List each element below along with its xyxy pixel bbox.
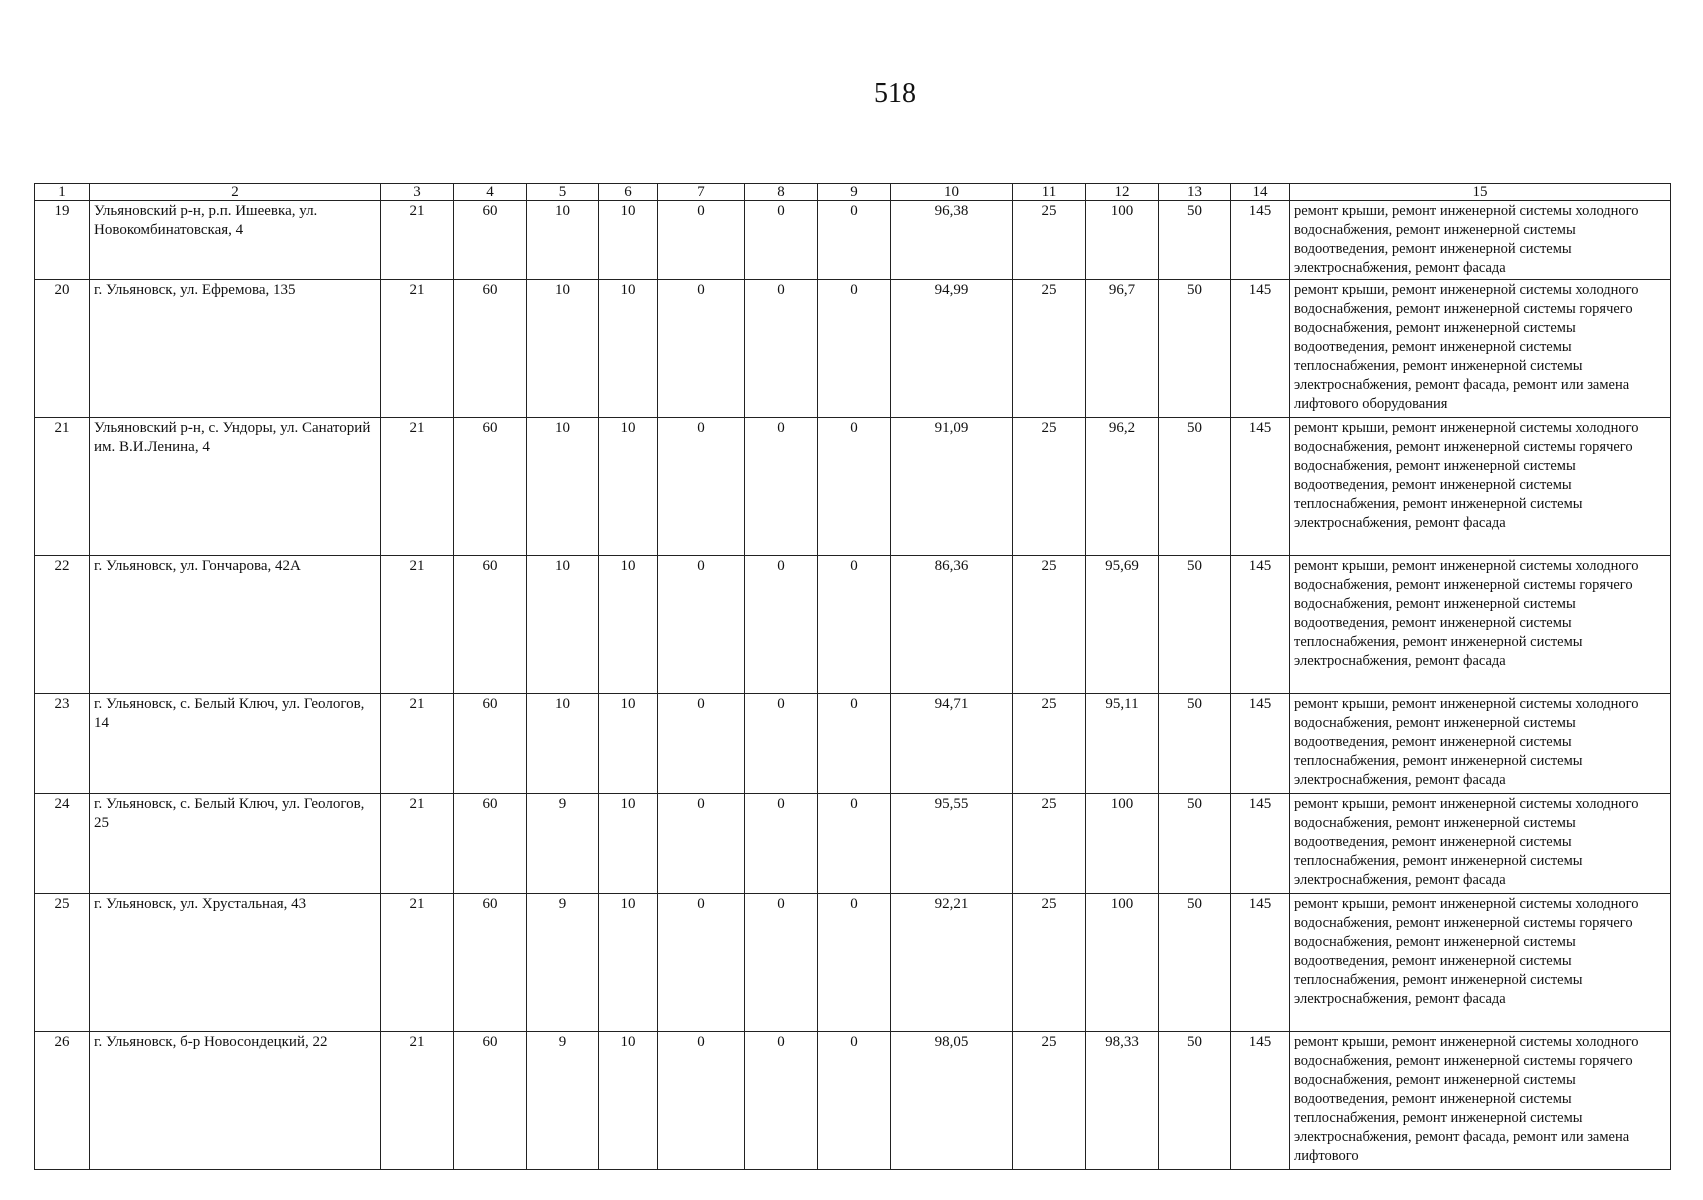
column-number: 11 [1013, 184, 1086, 201]
value-cell: 94,99 [891, 280, 1013, 418]
row-number: 19 [35, 201, 90, 280]
value-cell: 0 [818, 201, 891, 280]
value-cell: 21 [381, 794, 454, 894]
value-cell: 0 [658, 418, 745, 556]
value-cell: 96,2 [1086, 418, 1159, 556]
value-cell: 0 [745, 201, 818, 280]
value-cell: 50 [1159, 418, 1231, 556]
value-cell: 10 [599, 894, 658, 1032]
table-row [35, 556, 1671, 694]
value-cell: 50 [1159, 894, 1231, 1032]
value-cell: 0 [745, 418, 818, 556]
page-number: 518 [874, 78, 916, 109]
value-cell: 0 [658, 694, 745, 794]
table-row [35, 280, 1671, 418]
value-cell: 145 [1231, 556, 1290, 694]
column-number: 5 [527, 184, 599, 201]
value-cell: 95,69 [1086, 556, 1159, 694]
value-cell: 100 [1086, 794, 1159, 894]
works-cell: ремонт крыши, ремонт инженерной системы холодного водоснабжения, ремонт инженерной системы горячего водоснабжения, ремонт инженерной системы водоотведения, ремонт инженерной системы теплоснабжения, ремонт инженерной системы электроснабжения, ремонт фасада, ремонт или замена лифтового [1290, 1032, 1671, 1170]
value-cell: 0 [658, 894, 745, 1032]
table-row [35, 201, 1671, 280]
table-row [35, 1032, 1671, 1170]
value-cell: 25 [1013, 894, 1086, 1032]
value-cell: 60 [454, 894, 527, 1032]
column-number: 10 [891, 184, 1013, 201]
table-body [35, 201, 1671, 1170]
value-cell: 60 [454, 556, 527, 694]
value-cell: 96,38 [891, 201, 1013, 280]
row-number: 26 [35, 1032, 90, 1170]
address-cell: Ульяновский р-н, с. Ундоры, ул. Санаторий им. В.И.Ленина, 4 [90, 418, 381, 556]
value-cell: 50 [1159, 794, 1231, 894]
row-number: 20 [35, 280, 90, 418]
column-number: 14 [1231, 184, 1290, 201]
value-cell: 25 [1013, 280, 1086, 418]
value-cell: 0 [658, 280, 745, 418]
value-cell: 60 [454, 418, 527, 556]
value-cell: 145 [1231, 201, 1290, 280]
value-cell: 0 [818, 418, 891, 556]
value-cell: 145 [1231, 894, 1290, 1032]
value-cell: 9 [527, 1032, 599, 1170]
value-cell: 60 [454, 280, 527, 418]
value-cell: 60 [454, 694, 527, 794]
value-cell: 50 [1159, 201, 1231, 280]
works-cell: ремонт крыши, ремонт инженерной системы холодного водоснабжения, ремонт инженерной системы водоотведения, ремонт инженерной системы теплоснабжения, ремонт инженерной системы электроснабжения, ремонт фасада [1290, 694, 1671, 794]
value-cell: 10 [599, 201, 658, 280]
value-cell: 21 [381, 694, 454, 794]
works-cell: ремонт крыши, ремонт инженерной системы холодного водоснабжения, ремонт инженерной системы горячего водоснабжения, ремонт инженерной системы водоотведения, ремонт инженерной системы теплоснабжения, ремонт инженерной системы электроснабжения, ремонт фасада [1290, 556, 1671, 694]
row-number: 23 [35, 694, 90, 794]
works-cell: ремонт крыши, ремонт инженерной системы холодного водоснабжения, ремонт инженерной системы горячего водоснабжения, ремонт инженерной системы водоотведения, ремонт инженерной системы теплоснабжения, ремонт инженерной системы электроснабжения, ремонт фасада [1290, 418, 1671, 556]
value-cell: 9 [527, 794, 599, 894]
value-cell: 145 [1231, 418, 1290, 556]
address-cell: г. Ульяновск, с. Белый Ключ, ул. Геологов, 25 [90, 794, 381, 894]
value-cell: 0 [818, 694, 891, 794]
column-number-row [35, 184, 1671, 201]
value-cell: 10 [599, 418, 658, 556]
register-table [34, 183, 1671, 1170]
table-row [35, 894, 1671, 1032]
column-number: 6 [599, 184, 658, 201]
address-cell: г. Ульяновск, ул. Ефремова, 135 [90, 280, 381, 418]
value-cell: 100 [1086, 201, 1159, 280]
value-cell: 0 [818, 556, 891, 694]
value-cell: 95,11 [1086, 694, 1159, 794]
value-cell: 60 [454, 794, 527, 894]
column-number: 7 [658, 184, 745, 201]
column-number: 9 [818, 184, 891, 201]
value-cell: 0 [658, 201, 745, 280]
value-cell: 50 [1159, 556, 1231, 694]
value-cell: 50 [1159, 280, 1231, 418]
table-row [35, 694, 1671, 794]
value-cell: 145 [1231, 280, 1290, 418]
value-cell: 98,33 [1086, 1032, 1159, 1170]
column-number: 15 [1290, 184, 1671, 201]
row-number: 22 [35, 556, 90, 694]
value-cell: 10 [599, 556, 658, 694]
value-cell: 21 [381, 556, 454, 694]
value-cell: 96,7 [1086, 280, 1159, 418]
value-cell: 0 [818, 1032, 891, 1170]
works-cell: ремонт крыши, ремонт инженерной системы холодного водоснабжения, ремонт инженерной системы водоотведения, ремонт инженерной системы электроснабжения, ремонт фасада [1290, 201, 1671, 280]
works-cell: ремонт крыши, ремонт инженерной системы холодного водоснабжения, ремонт инженерной системы горячего водоснабжения, ремонт инженерной системы водоотведения, ремонт инженерной системы теплоснабжения, ремонт инженерной системы электроснабжения, ремонт фасада, ремонт или замена лифтового оборудования [1290, 280, 1671, 418]
row-number: 24 [35, 794, 90, 894]
value-cell: 145 [1231, 694, 1290, 794]
row-number: 21 [35, 418, 90, 556]
works-cell: ремонт крыши, ремонт инженерной системы холодного водоснабжения, ремонт инженерной системы водоотведения, ремонт инженерной системы теплоснабжения, ремонт инженерной системы электроснабжения, ремонт фасада [1290, 794, 1671, 894]
value-cell: 25 [1013, 694, 1086, 794]
value-cell: 10 [527, 201, 599, 280]
value-cell: 86,36 [891, 556, 1013, 694]
value-cell: 145 [1231, 794, 1290, 894]
value-cell: 0 [658, 556, 745, 694]
value-cell: 91,09 [891, 418, 1013, 556]
value-cell: 21 [381, 1032, 454, 1170]
value-cell: 0 [818, 894, 891, 1032]
value-cell: 25 [1013, 418, 1086, 556]
value-cell: 92,21 [891, 894, 1013, 1032]
value-cell: 21 [381, 280, 454, 418]
works-cell: ремонт крыши, ремонт инженерной системы холодного водоснабжения, ремонт инженерной системы горячего водоснабжения, ремонт инженерной системы водоотведения, ремонт инженерной системы теплоснабжения, ремонт инженерной системы электроснабжения, ремонт фасада [1290, 894, 1671, 1032]
value-cell: 50 [1159, 1032, 1231, 1170]
value-cell: 10 [599, 1032, 658, 1170]
value-cell: 60 [454, 201, 527, 280]
value-cell: 0 [818, 280, 891, 418]
value-cell: 25 [1013, 201, 1086, 280]
value-cell: 25 [1013, 556, 1086, 694]
column-number: 3 [381, 184, 454, 201]
value-cell: 10 [599, 280, 658, 418]
value-cell: 145 [1231, 1032, 1290, 1170]
value-cell: 10 [527, 556, 599, 694]
value-cell: 10 [599, 694, 658, 794]
value-cell: 50 [1159, 694, 1231, 794]
column-number: 4 [454, 184, 527, 201]
value-cell: 9 [527, 894, 599, 1032]
column-number: 12 [1086, 184, 1159, 201]
value-cell: 0 [658, 794, 745, 894]
value-cell: 21 [381, 201, 454, 280]
value-cell: 98,05 [891, 1032, 1013, 1170]
column-number: 1 [35, 184, 90, 201]
column-number: 2 [90, 184, 381, 201]
value-cell: 95,55 [891, 794, 1013, 894]
value-cell: 0 [658, 1032, 745, 1170]
table-row [35, 794, 1671, 894]
column-number: 13 [1159, 184, 1231, 201]
value-cell: 21 [381, 894, 454, 1032]
value-cell: 0 [818, 794, 891, 894]
value-cell: 10 [527, 694, 599, 794]
value-cell: 0 [745, 794, 818, 894]
value-cell: 25 [1013, 1032, 1086, 1170]
address-cell: г. Ульяновск, ул. Хрустальная, 43 [90, 894, 381, 1032]
address-cell: Ульяновский р-н, р.п. Ишеевка, ул. Новокомбинатовская, 4 [90, 201, 381, 280]
value-cell: 0 [745, 556, 818, 694]
address-cell: г. Ульяновск, б-р Новосондецкий, 22 [90, 1032, 381, 1170]
column-number: 8 [745, 184, 818, 201]
row-number: 25 [35, 894, 90, 1032]
value-cell: 0 [745, 694, 818, 794]
value-cell: 10 [527, 418, 599, 556]
value-cell: 100 [1086, 894, 1159, 1032]
table-row [35, 418, 1671, 556]
value-cell: 25 [1013, 794, 1086, 894]
value-cell: 0 [745, 894, 818, 1032]
value-cell: 21 [381, 418, 454, 556]
value-cell: 60 [454, 1032, 527, 1170]
value-cell: 0 [745, 1032, 818, 1170]
value-cell: 0 [745, 280, 818, 418]
value-cell: 10 [527, 280, 599, 418]
value-cell: 10 [599, 794, 658, 894]
address-cell: г. Ульяновск, с. Белый Ключ, ул. Геологов, 14 [90, 694, 381, 794]
value-cell: 94,71 [891, 694, 1013, 794]
address-cell: г. Ульяновск, ул. Гончарова, 42А [90, 556, 381, 694]
